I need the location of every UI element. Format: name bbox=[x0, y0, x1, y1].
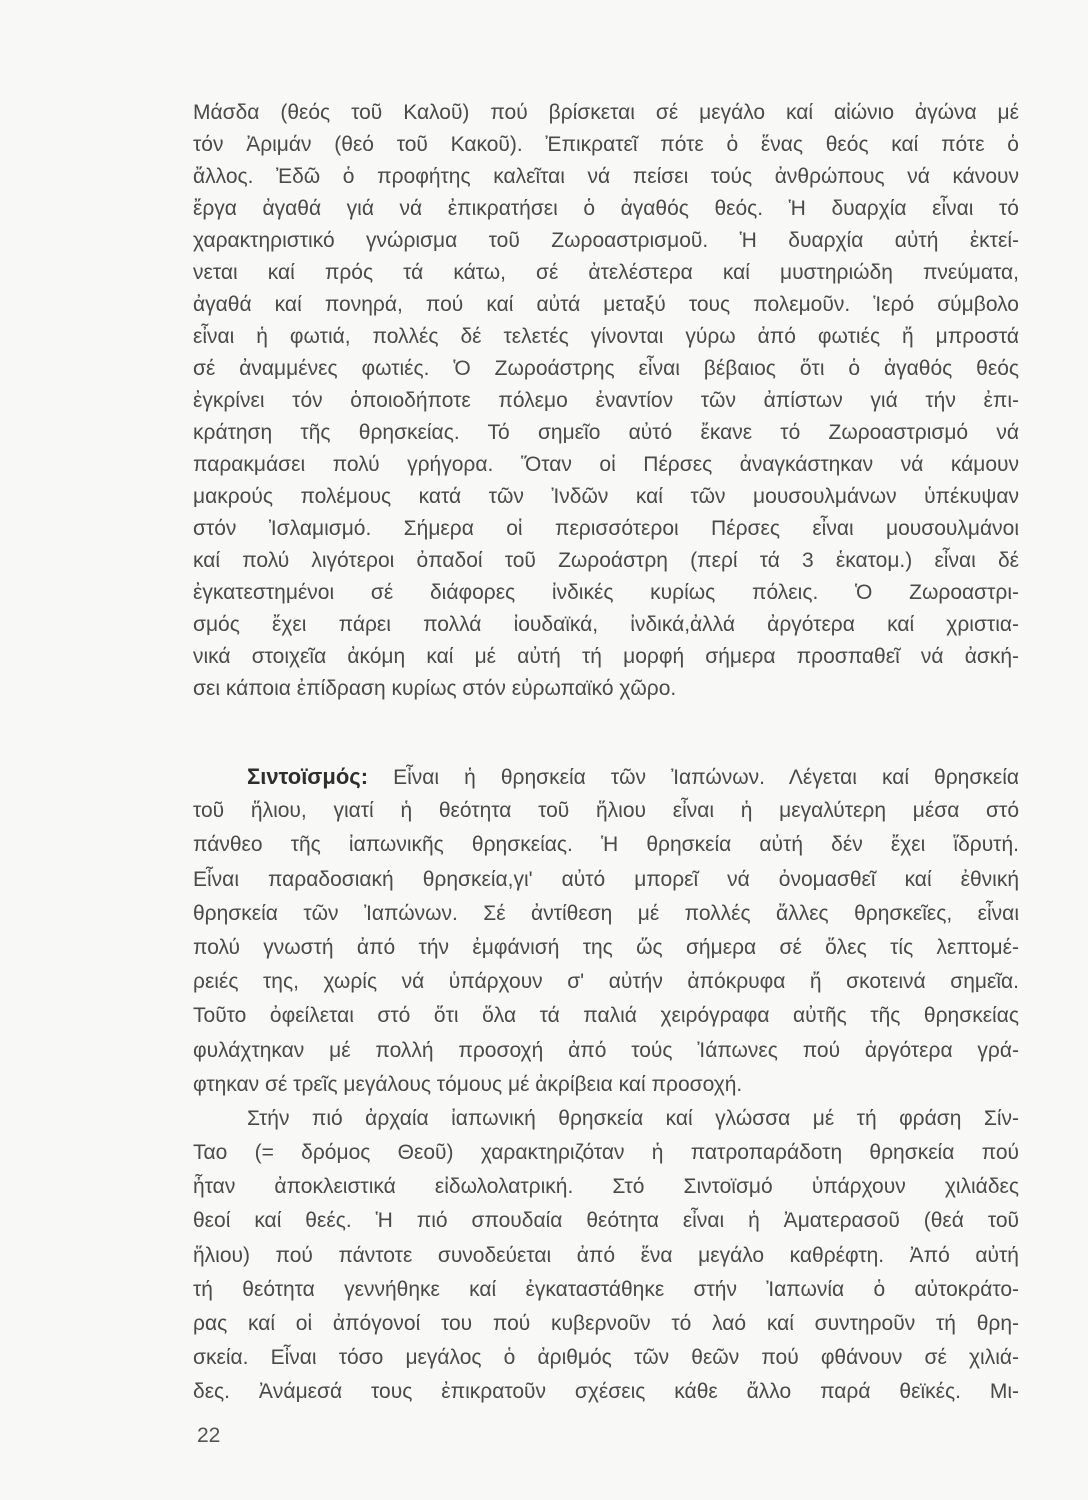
text-line: θρησκεία τῶν Ἰαπώνων. Σέ ἀντίθεση μέ πολλές ἄλλες θρησκεῖες, εἶναι bbox=[193, 901, 1019, 925]
section-heading: Σιντοϊσμός: bbox=[247, 764, 369, 789]
text-line: ἄλλος. Ἐδῶ ὁ προφήτης καλεῖται νά πείσει τούς ἀνθρώπους νά κάνουν bbox=[193, 165, 1019, 188]
text-line: φτηκαν σέ τρεῖς μεγάλους τόμους μέ ἀκρίβεια καί προσοχή. bbox=[193, 1072, 743, 1096]
text-line: ρας καί οἱ ἀπόγονοί του πού κυβερνοῦν τό λαό καί συντηροῦν τή θρη- bbox=[193, 1312, 1019, 1335]
text-line: σέ ἀναμμένες φωτιές. Ὁ Ζωροάστρης εἶναι βέβαιος ὅτι ὁ ἀγαθός θεός bbox=[193, 357, 1019, 380]
text-line: φυλάχτηκαν μέ πολλή προσοχή ἀπό τούς Ἰάπωνες πού ἀργότερα γρά- bbox=[193, 1038, 1019, 1062]
section-first-line: Εἶναι ἡ θρησκεία τῶν Ἰαπώνων. Λέγεται καί θρησκεία bbox=[368, 766, 1019, 789]
text-line: τόν Ἀριμάν (θεό τοῦ Κακοῦ). Ἐπικρατεῖ πότε ὁ ἕνας θεός καί πότε ὁ bbox=[193, 133, 1019, 156]
text-line: Εἶναι παραδοσιακή θρησκεία,γι' αὐτό μπορεῖ νά ὀνομασθεῖ καί ἐθνική bbox=[193, 867, 1019, 891]
text-line: ἐγκρίνει τόν ὁποιοδήποτε πόλεμο ἐναντίον τῶν ἀπίστων γιά τήν ἐπι- bbox=[193, 389, 1019, 412]
text-line: ἐγκατεστημένοι σέ διάφορες ἰνδικές κυρίως πόλεις. Ὁ Ζωροαστρι- bbox=[193, 581, 1019, 604]
text-line: δες. Ἀνάμεσά τους ἐπικρατοῦν σχέσεις κάθε ἄλλο παρά θεϊκές. Μι- bbox=[193, 1380, 1019, 1404]
text-line: σμός ἔχει πάρει πολλά ἰουδαϊκά, ἰνδικά,ἀλλά ἀργότερα καί χριστια- bbox=[193, 613, 1019, 636]
text-line: εἶναι ἡ φωτιά, πολλές δέ τελετές γίνονται γύρω ἀπό φωτιές ἤ μπροστά bbox=[193, 325, 1019, 348]
text-line: νικά στοιχεῖα ἀκόμη καί μέ αὐτή τή μορφή σήμερα προσπαθεῖ νά ἀσκή- bbox=[193, 645, 1019, 668]
text-line: ἦταν ἀποκλειστικά εἰδωλολατρική. Στό Σιντοϊσμό ὑπάρχουν χιλιάδες bbox=[193, 1175, 1019, 1199]
page-number: 22 bbox=[197, 1424, 221, 1447]
text-line: πάνθεο τῆς ἰαπωνικῆς θρησκείας. Ἡ θρησκεία αὐτή δέν ἔχει ἵδρυτή. bbox=[193, 833, 1019, 857]
text-line: πολύ γνωστή ἀπό τήν ἐμφάνισή της ὥς σήμερα σέ ὅλες τίς λεπτομέ- bbox=[193, 935, 1019, 959]
text-line: Τοῦτο ὀφείλεται στό ὅτι ὅλα τά παλιά χειρόγραφα αὐτῆς τῆς θρησκείας bbox=[193, 1004, 1019, 1028]
text-line: ἀγαθά καί πονηρά, πού καί αὐτά μεταξύ τους πολεμοῦν. Ἱερό σύμβολο bbox=[193, 293, 1019, 316]
text-line: ἥλιου) πού πάντοτε συνοδεύεται ἀπό ἕνα μεγάλο καθρέφτη. Ἀπό αὐτή bbox=[193, 1243, 1019, 1267]
shintoism-section bbox=[193, 760, 1019, 1410]
text-line: τή θεότητα γεννήθηκε καί ἐγκαταστάθηκε στήν Ἰαπωνία ὁ αὐτοκράτο- bbox=[193, 1277, 1019, 1301]
text-line: καί πολύ λιγότεροι ὀπαδοί τοῦ Ζωροάστρη (περί τά 3 ἑκατομ.) εἶναι δέ bbox=[193, 549, 1019, 572]
text-line: παρακμάσει πολύ γρήγορα. Ὅταν οἱ Πέρσες ἀναγκάστηκαν νά κάμουν bbox=[193, 453, 1019, 476]
zoroastrianism-paragraph bbox=[193, 97, 1019, 705]
text-line: στόν Ἰσλαμισμό. Σήμερα οἱ περισσότεροι Πέρσες εἶναι μουσουλμάνοι bbox=[193, 517, 1019, 540]
text-line: Ταο (= δρόμος Θεοῦ) χαρακτηριζόταν ἡ πατροπαράδοτη θρησκεία πού bbox=[193, 1141, 1019, 1165]
text-line: ἔργα ἀγαθά γιά νά ἐπικρατήσει ὁ ἀγαθός θεός. Ἡ δυαρχία εἶναι τό bbox=[193, 197, 1019, 220]
text-line: κράτηση τῆς θρησκείας. Τό σημεῖο αὐτό ἔκανε τό Ζωροαστρισμό νά bbox=[193, 421, 1019, 444]
text-line: τοῦ ἥλιου, γιατί ἡ θεότητα τοῦ ἥλιου εἶναι ἡ μεγαλύτερη μέσα στό bbox=[193, 799, 1019, 823]
text-line bbox=[193, 760, 1019, 794]
text-line: νεται καί πρός τά κάτω, σέ ἀτελέστερα καί μυστηριώδη πνεύματα, bbox=[193, 261, 1019, 284]
text-line: ρειές της, χωρίς νά ὑπάρχουν σ' αὐτήν ἀπόκρυφα ἤ σκοτεινά σημεῖα. bbox=[193, 970, 1019, 994]
text-line: χαρακτηριστικό γνώρισμα τοῦ Ζωροαστρισμοῦ. Ἡ δυαρχία αὐτή ἐκτεί- bbox=[193, 229, 1019, 252]
text-line: θεοί καί θεές. Ἡ πιό σπουδαία θεότητα εἶναι ἡ Ἀματερασοῦ (θεά τοῦ bbox=[193, 1209, 1019, 1233]
text-line: Μάσδα (θεός τοῦ Καλοῦ) πού βρίσκεται σέ μεγάλο καί αἰώνιο ἀγώνα μέ bbox=[193, 101, 1019, 124]
text-line: σκεία. Εἶναι τόσο μεγάλος ὁ ἀριθμός τῶν θεῶν πού φθάνουν σέ χιλιά- bbox=[193, 1346, 1019, 1370]
text-line: μακρούς πολέμους κατά τῶν Ἰνδῶν καί τῶν μουσουλμάνων ὑπέκυψαν bbox=[193, 485, 1019, 508]
text-line: Στήν πιό ἀρχαία ἰαπωνική θρησκεία καί γλώσσα μέ τή φράση Σίν- bbox=[247, 1106, 1019, 1130]
text-line: σει κάποια ἐπίδραση κυρίως στόν εὐρωπαϊκό χῶρο. bbox=[193, 677, 677, 700]
